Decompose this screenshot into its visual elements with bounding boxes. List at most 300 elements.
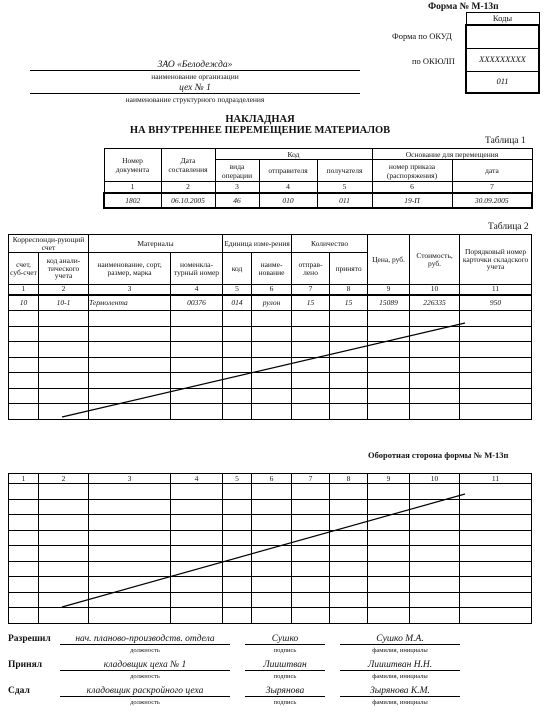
t2-cell: 15 bbox=[330, 295, 368, 311]
t1-h-doc-number: Номер документа bbox=[104, 149, 161, 182]
back-empty-cell bbox=[252, 592, 292, 608]
back-empty-cell bbox=[252, 530, 292, 546]
t2-empty-cell bbox=[292, 373, 330, 389]
t2-h-card: Порядковый номер карточки складского учета bbox=[460, 235, 532, 285]
t2-cell: 950 bbox=[460, 295, 532, 311]
back-empty-cell bbox=[89, 546, 171, 562]
back-empty-cell bbox=[368, 499, 410, 515]
t2-empty-cell bbox=[89, 357, 171, 373]
t2-empty-cell bbox=[171, 388, 223, 404]
back-empty-cell bbox=[223, 561, 252, 577]
t2-h-price: Цена, руб. bbox=[368, 235, 410, 285]
back-empty-cell bbox=[39, 484, 89, 500]
back-empty-cell bbox=[292, 484, 330, 500]
t2-empty-row bbox=[9, 388, 532, 404]
sign-position: кладовщик цеха № 1 bbox=[60, 660, 230, 671]
doc-title-line1: НАКЛАДНАЯ bbox=[225, 114, 295, 125]
back-empty-cell bbox=[460, 499, 532, 515]
back-num: 5 bbox=[223, 474, 252, 484]
back-empty-cell bbox=[223, 499, 252, 515]
t2-cell: 00376 bbox=[171, 295, 223, 311]
t1-cell: 30.09.2005 bbox=[452, 193, 532, 208]
t2-h-unit-code: код bbox=[223, 253, 252, 285]
codes-header: Коды bbox=[466, 13, 539, 26]
t2-empty-cell bbox=[292, 326, 330, 342]
t2-empty-row bbox=[9, 326, 532, 342]
back-empty-cell bbox=[39, 592, 89, 608]
back-empty-cell bbox=[223, 484, 252, 500]
t2-num: 10 bbox=[410, 285, 460, 295]
t1-num: 7 bbox=[452, 182, 532, 193]
t2-empty-row bbox=[9, 311, 532, 327]
t2-empty-cell bbox=[292, 404, 330, 420]
table1-label: Таблица 1 bbox=[485, 136, 526, 146]
t2-h-unit-name: наиме-нование bbox=[252, 253, 292, 285]
back-empty-cell bbox=[171, 530, 223, 546]
t1-num: 5 bbox=[317, 182, 372, 193]
back-empty-cell bbox=[460, 530, 532, 546]
t2-empty-cell bbox=[89, 342, 171, 358]
t2-empty-cell bbox=[292, 311, 330, 327]
back-empty-cell bbox=[9, 592, 39, 608]
t2-empty-cell bbox=[368, 404, 410, 420]
sign-signature-caption: подпись bbox=[273, 673, 297, 680]
back-empty-cell bbox=[410, 515, 460, 531]
t1-h-basis-date: дата bbox=[452, 160, 532, 182]
back-num: 9 bbox=[368, 474, 410, 484]
back-side-label: Оборотная сторона формы № М-13п bbox=[368, 450, 509, 460]
back-empty-cell bbox=[368, 577, 410, 593]
t2-num: 1 bbox=[9, 285, 39, 295]
t2-empty-cell bbox=[460, 357, 532, 373]
code3-cell: 011 bbox=[466, 72, 539, 94]
t2-h-mat-name: наименование, сорт, размер, марка bbox=[89, 253, 171, 285]
back-table bbox=[8, 473, 532, 624]
t2-empty-cell bbox=[330, 342, 368, 358]
t2-empty-cell bbox=[330, 404, 368, 420]
back-empty-row bbox=[9, 561, 532, 577]
back-empty-cell bbox=[39, 561, 89, 577]
t1-num: 2 bbox=[161, 182, 215, 193]
t2-empty-cell bbox=[368, 311, 410, 327]
back-empty-cell bbox=[460, 484, 532, 500]
form-number: Форма № М-13п bbox=[428, 2, 499, 12]
t2-empty-cell bbox=[368, 326, 410, 342]
back-empty-cell bbox=[223, 546, 252, 562]
back-empty-cell bbox=[368, 561, 410, 577]
sign-signature-caption: подпись bbox=[273, 699, 297, 706]
t1-data-row bbox=[104, 193, 532, 208]
sign-position: кладовщик раскройного цеха bbox=[60, 686, 230, 697]
back-empty-cell bbox=[223, 515, 252, 531]
back-empty-cell bbox=[9, 577, 39, 593]
t2-empty-row bbox=[9, 404, 532, 420]
t1-h-date: Дата составления bbox=[161, 149, 215, 182]
t2-empty-cell bbox=[223, 326, 252, 342]
back-empty-cell bbox=[292, 530, 330, 546]
back-empty-cell bbox=[330, 561, 368, 577]
t2-empty-cell bbox=[171, 342, 223, 358]
back-empty-cell bbox=[223, 577, 252, 593]
back-empty-cell bbox=[460, 515, 532, 531]
sign-fullname: Зырянова К.М. bbox=[340, 686, 460, 697]
t2-h-sent: отправ-лено bbox=[292, 253, 330, 285]
t1-num: 3 bbox=[215, 182, 259, 193]
sign-fullname-caption: фамилия, инициалы bbox=[372, 647, 428, 654]
sign-position: нач. планово-производств. отдела bbox=[60, 634, 230, 645]
division-name: цех № 1 bbox=[30, 83, 360, 94]
sign-signature: Зырянова bbox=[245, 686, 325, 697]
back-empty-cell bbox=[39, 515, 89, 531]
t2-empty-cell bbox=[223, 357, 252, 373]
t2-empty-cell bbox=[171, 311, 223, 327]
back-empty-cell bbox=[171, 499, 223, 515]
t1-h-basis: Основание для перемещения bbox=[372, 149, 532, 160]
sign-signature-caption: подпись bbox=[273, 647, 297, 654]
t1-h-receiver: получателя bbox=[317, 160, 372, 182]
t2-empty-cell bbox=[410, 373, 460, 389]
t2-h-corr: Корреспонди-рующий счет bbox=[9, 235, 89, 253]
t2-empty-cell bbox=[39, 342, 89, 358]
t2-cell: 10 bbox=[9, 295, 39, 311]
t2-num: 8 bbox=[330, 285, 368, 295]
back-empty-cell bbox=[330, 577, 368, 593]
t2-empty-cell bbox=[410, 388, 460, 404]
back-empty-cell bbox=[368, 515, 410, 531]
back-empty-cell bbox=[410, 577, 460, 593]
back-empty-cell bbox=[410, 530, 460, 546]
t2-empty-cell bbox=[410, 342, 460, 358]
okud-code-cell bbox=[466, 25, 539, 49]
back-empty-cell bbox=[39, 530, 89, 546]
back-empty-cell bbox=[171, 484, 223, 500]
t2-h-accepted: принято bbox=[330, 253, 368, 285]
back-empty-cell bbox=[9, 608, 39, 624]
t2-num: 3 bbox=[89, 285, 171, 295]
sign-position-caption: должность bbox=[130, 647, 160, 654]
t2-num: 7 bbox=[292, 285, 330, 295]
back-num: 1 bbox=[9, 474, 39, 484]
t2-num: 11 bbox=[460, 285, 532, 295]
t2-empty-cell bbox=[223, 404, 252, 420]
back-num: 7 bbox=[292, 474, 330, 484]
t1-cell: 1802 bbox=[104, 193, 161, 208]
t2-h-qty: Количество bbox=[292, 235, 368, 253]
back-empty-cell bbox=[39, 608, 89, 624]
back-empty-cell bbox=[292, 515, 330, 531]
t2-empty-cell bbox=[171, 404, 223, 420]
back-empty-cell bbox=[89, 608, 171, 624]
back-empty-cell bbox=[330, 499, 368, 515]
t2-empty-cell bbox=[460, 388, 532, 404]
back-empty-cell bbox=[89, 561, 171, 577]
back-empty-cell bbox=[223, 608, 252, 624]
t2-empty-cell bbox=[9, 404, 39, 420]
back-empty-cell bbox=[368, 608, 410, 624]
t2-empty-cell bbox=[330, 357, 368, 373]
t1-cell: 46 bbox=[215, 193, 259, 208]
back-empty-cell bbox=[368, 530, 410, 546]
okpo-label: по ОКЮЛП bbox=[412, 56, 455, 66]
t2-empty-cell bbox=[368, 373, 410, 389]
sign-fullname-caption: фамилия, инициалы bbox=[372, 699, 428, 706]
t1-h-sender: отправителя bbox=[259, 160, 317, 182]
back-empty-cell bbox=[460, 592, 532, 608]
t2-cell: 014 bbox=[223, 295, 252, 311]
back-empty-cell bbox=[9, 484, 39, 500]
t2-empty-cell bbox=[460, 404, 532, 420]
t2-num: 2 bbox=[39, 285, 89, 295]
back-empty-cell bbox=[410, 592, 460, 608]
org-name: ЗАО «Белодежда» bbox=[30, 60, 360, 71]
table2-label: Таблица 2 bbox=[488, 222, 529, 232]
t2-empty-cell bbox=[252, 326, 292, 342]
sign-fullname-caption: фамилия, инициалы bbox=[372, 673, 428, 680]
t1-cell: 011 bbox=[317, 193, 372, 208]
t2-empty-cell bbox=[292, 342, 330, 358]
t2-empty-cell bbox=[223, 342, 252, 358]
t1-h-order: номер приказа (распоряжения) bbox=[372, 160, 452, 182]
back-empty-cell bbox=[252, 577, 292, 593]
back-num: 4 bbox=[171, 474, 223, 484]
back-empty-row bbox=[9, 577, 532, 593]
okpo-code-cell: XXXXXXXXX bbox=[466, 49, 539, 72]
t2-empty-cell bbox=[39, 357, 89, 373]
t1-h-op-type: вида операции bbox=[215, 160, 259, 182]
back-empty-cell bbox=[460, 561, 532, 577]
t2-empty-cell bbox=[9, 388, 39, 404]
t1-num: 6 bbox=[372, 182, 452, 193]
back-empty-cell bbox=[223, 530, 252, 546]
back-empty-cell bbox=[330, 484, 368, 500]
back-empty-cell bbox=[171, 577, 223, 593]
back-empty-cell bbox=[223, 592, 252, 608]
sign-position-caption: должность bbox=[130, 673, 160, 680]
back-num: 11 bbox=[460, 474, 532, 484]
t1-number-row bbox=[104, 182, 532, 193]
division-caption: наименование структурного подразделения bbox=[125, 95, 265, 104]
back-empty-cell bbox=[89, 530, 171, 546]
t2-empty-cell bbox=[330, 388, 368, 404]
t2-empty-cell bbox=[252, 311, 292, 327]
t2-empty-cell bbox=[89, 404, 171, 420]
t2-empty-cell bbox=[252, 357, 292, 373]
t2-cell: рулон bbox=[252, 295, 292, 311]
back-empty-cell bbox=[252, 561, 292, 577]
sign-position-caption: должность bbox=[130, 699, 160, 706]
t2-empty-cell bbox=[460, 326, 532, 342]
sign-signature: Лииштван bbox=[245, 660, 325, 671]
back-empty-cell bbox=[330, 546, 368, 562]
back-empty-row bbox=[9, 484, 532, 500]
back-num: 2 bbox=[39, 474, 89, 484]
back-empty-cell bbox=[89, 515, 171, 531]
t2-empty-cell bbox=[89, 388, 171, 404]
back-empty-cell bbox=[410, 546, 460, 562]
t2-h-unit: Единица изме-рения bbox=[223, 235, 292, 253]
t2-h-cost: Стоимость, руб. bbox=[410, 235, 460, 285]
t2-empty-row bbox=[9, 373, 532, 389]
back-empty-cell bbox=[368, 546, 410, 562]
t2-empty-cell bbox=[39, 404, 89, 420]
t2-empty-cell bbox=[410, 357, 460, 373]
t2-empty-cell bbox=[171, 373, 223, 389]
back-empty-cell bbox=[39, 546, 89, 562]
t2-empty-cell bbox=[171, 326, 223, 342]
back-empty-cell bbox=[9, 530, 39, 546]
back-empty-cell bbox=[330, 515, 368, 531]
t2-empty-cell bbox=[252, 388, 292, 404]
t2-empty-cell bbox=[460, 373, 532, 389]
t2-num: 5 bbox=[223, 285, 252, 295]
back-empty-cell bbox=[252, 608, 292, 624]
back-num: 3 bbox=[89, 474, 171, 484]
back-empty-cell bbox=[292, 608, 330, 624]
t2-empty-cell bbox=[9, 326, 39, 342]
back-num: 8 bbox=[330, 474, 368, 484]
back-empty-cell bbox=[330, 530, 368, 546]
back-empty-cell bbox=[460, 577, 532, 593]
t2-h-mat-num: номенкла-турный номер bbox=[171, 253, 223, 285]
t2-empty-cell bbox=[410, 404, 460, 420]
t2-empty-cell bbox=[330, 311, 368, 327]
back-empty-row bbox=[9, 608, 532, 624]
back-empty-cell bbox=[9, 499, 39, 515]
t2-empty-cell bbox=[410, 311, 460, 327]
doc-title-line2: НА ВНУТРЕННЕЕ ПЕРЕМЕЩЕНИЕ МАТЕРИАЛОВ bbox=[129, 125, 391, 136]
t2-cell: 15 bbox=[292, 295, 330, 311]
t2-empty-row bbox=[9, 342, 532, 358]
t1-cell: 06.10.2005 bbox=[161, 193, 215, 208]
sign-signature: Сушко bbox=[245, 634, 325, 645]
sign-label: Сдал bbox=[8, 686, 30, 696]
t2-number-row bbox=[9, 285, 532, 295]
t2-empty-cell bbox=[410, 326, 460, 342]
back-empty-cell bbox=[252, 546, 292, 562]
back-empty-cell bbox=[171, 592, 223, 608]
t2-cell: Термолента bbox=[89, 295, 171, 311]
back-num: 10 bbox=[410, 474, 460, 484]
back-empty-cell bbox=[330, 608, 368, 624]
back-empty-cell bbox=[9, 546, 39, 562]
back-empty-cell bbox=[460, 608, 532, 624]
back-empty-cell bbox=[292, 499, 330, 515]
back-empty-row bbox=[9, 546, 532, 562]
t2-empty-cell bbox=[252, 404, 292, 420]
t2-empty-cell bbox=[9, 373, 39, 389]
t2-empty-cell bbox=[223, 388, 252, 404]
back-empty-cell bbox=[171, 608, 223, 624]
back-empty-cell bbox=[292, 546, 330, 562]
t2-empty-cell bbox=[9, 311, 39, 327]
t2-num: 4 bbox=[171, 285, 223, 295]
t2-empty-cell bbox=[368, 388, 410, 404]
back-empty-cell bbox=[89, 484, 171, 500]
t2-empty-cell bbox=[89, 326, 171, 342]
t2-cell: 226335 bbox=[410, 295, 460, 311]
back-empty-cell bbox=[292, 561, 330, 577]
t2-empty-cell bbox=[39, 373, 89, 389]
back-empty-cell bbox=[330, 592, 368, 608]
back-empty-cell bbox=[460, 546, 532, 562]
t2-empty-cell bbox=[368, 342, 410, 358]
t2-empty-cell bbox=[223, 311, 252, 327]
back-empty-cell bbox=[171, 546, 223, 562]
t2-h-materials: Материалы bbox=[89, 235, 223, 253]
t2-empty-cell bbox=[39, 388, 89, 404]
t2-empty-cell bbox=[292, 357, 330, 373]
back-empty-cell bbox=[171, 561, 223, 577]
t2-num: 9 bbox=[368, 285, 410, 295]
back-num: 6 bbox=[252, 474, 292, 484]
org-name-caption: наименование организации bbox=[151, 72, 239, 81]
t2-cell: 15089 bbox=[368, 295, 410, 311]
t2-empty-cell bbox=[89, 373, 171, 389]
t2-empty-cell bbox=[9, 342, 39, 358]
t2-empty-row bbox=[9, 357, 532, 373]
back-empty-cell bbox=[9, 515, 39, 531]
t2-empty-cell bbox=[252, 373, 292, 389]
back-empty-cell bbox=[171, 515, 223, 531]
t1-h-code: Код bbox=[215, 149, 372, 160]
back-empty-cell bbox=[252, 484, 292, 500]
back-empty-cell bbox=[368, 484, 410, 500]
table1 bbox=[103, 148, 533, 209]
back-empty-row bbox=[9, 499, 532, 515]
t2-empty-cell bbox=[9, 357, 39, 373]
t2-empty-cell bbox=[330, 326, 368, 342]
back-empty-cell bbox=[252, 499, 292, 515]
sign-label: Принял bbox=[8, 660, 43, 670]
t2-empty-cell bbox=[171, 357, 223, 373]
back-empty-cell bbox=[9, 561, 39, 577]
back-empty-cell bbox=[410, 561, 460, 577]
back-empty-row bbox=[9, 515, 532, 531]
back-empty-cell bbox=[292, 592, 330, 608]
back-number-row bbox=[9, 474, 532, 484]
t1-cell: 19-П bbox=[372, 193, 452, 208]
t2-empty-cell bbox=[330, 373, 368, 389]
back-empty-row bbox=[9, 530, 532, 546]
back-empty-cell bbox=[410, 484, 460, 500]
t1-cell: 010 bbox=[259, 193, 317, 208]
t2-empty-cell bbox=[39, 311, 89, 327]
t1-num: 4 bbox=[259, 182, 317, 193]
sign-fullname: Лииштван Н.Н. bbox=[340, 660, 460, 671]
sign-label: Разрешил bbox=[8, 634, 51, 644]
t2-h-account: счет, суб-счет bbox=[9, 253, 39, 285]
back-empty-cell bbox=[39, 499, 89, 515]
back-empty-cell bbox=[89, 577, 171, 593]
sign-fullname: Сушко М.А. bbox=[340, 634, 460, 645]
t1-num: 1 bbox=[104, 182, 161, 193]
back-empty-cell bbox=[410, 608, 460, 624]
t2-empty-cell bbox=[292, 388, 330, 404]
back-empty-row bbox=[9, 592, 532, 608]
t2-cell: 10-1 bbox=[39, 295, 89, 311]
t2-empty-cell bbox=[252, 342, 292, 358]
t2-data-row bbox=[9, 295, 532, 311]
back-empty-cell bbox=[292, 577, 330, 593]
table2 bbox=[8, 234, 532, 420]
t2-h-analytic: код анали-тического учета bbox=[39, 253, 89, 285]
back-empty-cell bbox=[252, 515, 292, 531]
t2-empty-cell bbox=[460, 311, 532, 327]
t2-empty-cell bbox=[223, 373, 252, 389]
t2-empty-cell bbox=[39, 326, 89, 342]
t2-empty-cell bbox=[89, 311, 171, 327]
t2-empty-cell bbox=[460, 342, 532, 358]
